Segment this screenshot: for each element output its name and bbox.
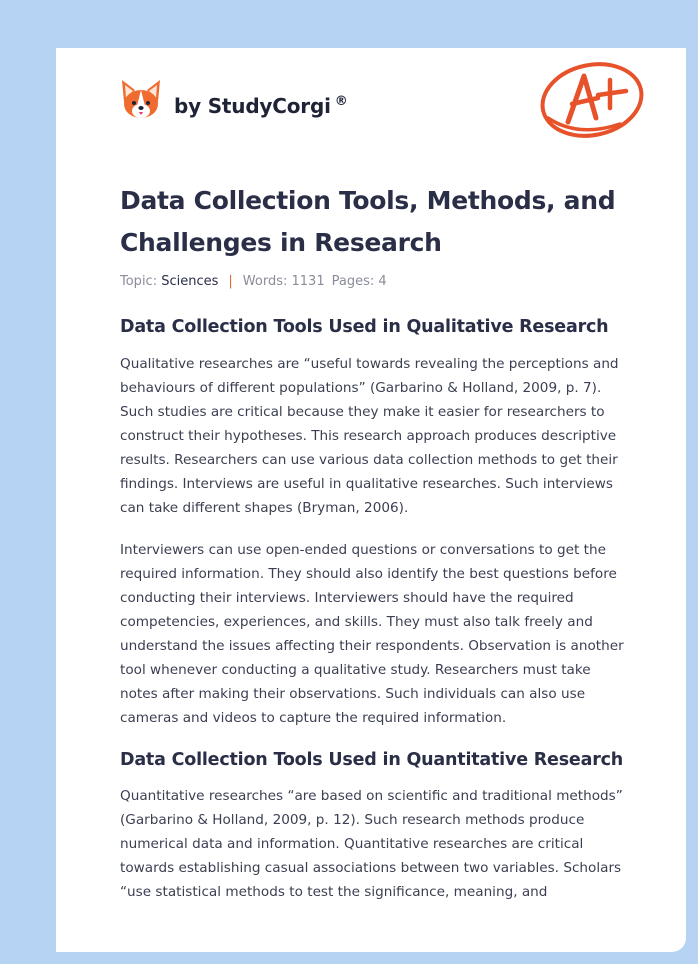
meta-separator: | — [228, 274, 233, 289]
pages-value: 4 — [378, 274, 387, 289]
topic-label: Topic: — [120, 274, 158, 289]
paragraph: Quantitative researches “are based on scientific and traditional methods” (Garbarino & Holland, 2009, p. 12). Such research methods produce numerical data and information. Quantitative researches are critical towards establishing casual associations between two variables. Scholars “use statistical methods to test the significance, meaning, and — [120, 788, 623, 900]
words-value: 1131 — [291, 274, 325, 289]
paragraph: Interviewers can use open-ended questions or conversations to get the required information. They should also identify the best questions before conducting their interviews. Interviewers should have the required competencies, experiences, and skills. They must also talk freely and understand the issues affecting their respondents. Observation is another tool whenever conducting a qualitative study. Researchers must take notes after making their observations. Such individuals can also use cameras and videos to capture the required information. — [120, 542, 624, 726]
words-label: Words: — [242, 274, 288, 289]
document-meta — [120, 274, 632, 289]
corgi-logo-icon[interactable] — [120, 76, 162, 120]
pages-label: Pages: — [331, 274, 375, 289]
article — [120, 180, 632, 904]
document-page — [56, 48, 686, 952]
section-heading: Data Collection Tools Used in Qualitative Research — [120, 317, 609, 337]
brand-name[interactable] — [174, 94, 348, 118]
paragraph: Qualitative researches are “useful towards revealing the perceptions and behaviours of different populations” (Garbarino & Holland, 2009, p. 7). Such studies are critical because they make it easier for researchers to construct their hypotheses. This research approach produces descriptive results. Researchers can use various data collection methods to get their findings. Interviews are useful in qualitative researches. Such interviews can take different shapes (Bryman, 2006). — [120, 356, 619, 516]
registered-mark: ® — [334, 94, 348, 110]
a-plus-grade-icon — [538, 58, 648, 142]
section-heading: Data Collection Tools Used in Quantitative Research — [120, 750, 624, 770]
page-title: Data Collection Tools, Methods, and Challenges in Research — [120, 186, 616, 257]
brand-text: by StudyCorgi — [174, 94, 331, 118]
topic-link[interactable]: Sciences — [161, 274, 219, 289]
